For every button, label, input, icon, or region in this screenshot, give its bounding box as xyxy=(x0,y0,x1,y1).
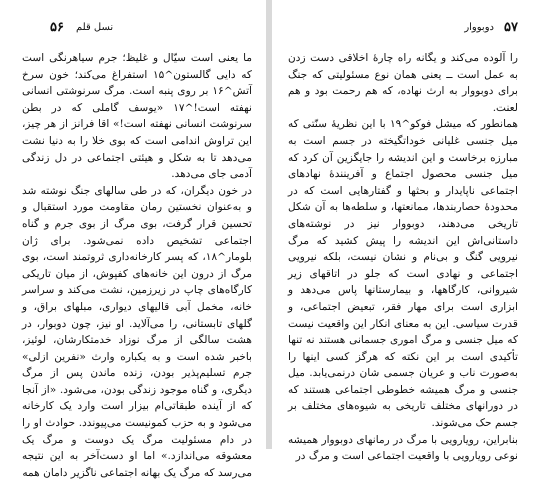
paragraph: همانطور که میشل فوکو^۱۹ با این نظریهٔ سنّتی که میل جنسی غلیانی خوداتگیخته در جسم است به مبارزه برخاست و این اندیشه را جایگزین آن کرد که میل جنسی محصول اجتماع و آفرینندهٔ نهادهای اجتماعی ناپایدار و بحثها و گفتارهایی است که در محدودهٔ حصاربندها، ممانعتها، و سلطه‌ها به آن شکل تاریخی می‌دهند، دوبووار نیز در نوشته‌های داستانی‌اش این اندیشه را پیش کشید که مرگ نیرویی گنگ و بی‌نام و نشان نیست، بلکه نیرویی اجتماعی و نهادی است که جلو در اتاقهای زیر شیروانی، کارگاهها، و بیمارستانها پاس می‌دهد و ابزاری است برای مهار فقر، تبعیض اجتماعی، و قدرت سیاسی. این به معنای انکار این واقعیت نیست که میل جنسی و مرگ اموری جسمانی هستند نه تنها تأکیدی است بر این نکته که هرگز کسی اینها را به‌صورت ناب و عریان جسمی شان درنمی‌یابد. میل جنسی و مرگ همیشه خطوطی اجتماعی هستند که در دورانهای مختلف تاریخی به شیوه‌های مختلف بر جسم حک می‌شوند. xyxy=(288,118,519,430)
page-number: ۵۶ xyxy=(50,20,64,35)
running-title: نسل قلم xyxy=(76,22,114,33)
paragraph: در خون دیگران، که در طی سالهای جنگ نوشته شد و به‌عنوان نخستین رمان مقاومت مورد استقبال و تحسین قرار گرفت، بوی مرگ از بوی جرم و گناه اجتماعی تشخیص داده نمی‌شود. برای ژان بلومار^۱۸، که پسر کارخانه‌داری ثروتمند است، بوی مرگ از درون این خانه‌های کفپوش، از میان تاریکی کارگاه‌های چاپ در زیرزمین، نشت می‌کند و سراسر خانه، مخمل آبی قالیهای دیواری، مبلهای براق، و گلهای تابستانی، را می‌آلاید. او نیز، چون دوبوار، در هشت سالگی از مرگ نوزاد خدمتکارشان، لوئیز، باخبر شده است و به یکباره وارث «نفرین ازلی» جرم تسلیم‌پذیر بودن، زنده ماندن پس از مرگ دیگری، و گناه موجود زندگی بودن، می‌شود. «از آنجا که از آینده طبقاتی‌ام بیزار است وارد یک کارخانه می‌شود و به حزب کمونیست می‌پیوندد. حوادث او را در دام مسئولیت مرگ یک دوست و مرگ یک معشوقه می‌اندازد.» اما او دست‌آخر به این نتیجه می‌رسد که مرگ یک بهانه اجتماعی ناگزیر دامان همه xyxy=(22,184,252,479)
running-header xyxy=(288,20,518,44)
running-header xyxy=(22,20,252,44)
paragraph: ما یعنی است سیّال و غلیظ؛ جرم سیاهرنگی است که دایی گالستون^۱۵ استفراغ می‌کند؛ خون سرخ آتش^۱۶ بر روی پنبه است. مرگ سرنوشتی انسانی نهفته است!^۱۷ «یوسف گاملی که در بطن سرنوشت انسانی نهفته است!» اقا فرانز از هر چیز، این تراوش اندامی است که بوی خلا را به دنیا نشت می‌دهد تا به شکل و هیئتی اجتماعی در دل زندگی آدمی جای می‌دهد. xyxy=(22,52,252,181)
page-number: ۵۷ xyxy=(504,20,518,35)
paragraph: را آلوده می‌کند و یگانه راه چارهٔ اخلاقی دست زدن به عمل است ــ یعنی همان نوع مسئولیتی که جنگ برای دوبووار به ارث نهاده، که هم رحمت بود و هم لعنت. xyxy=(288,52,518,114)
paragraph: بنابراین، رویارویی با مرگ در رمانهای دوبووار همیشه نوعی رویارویی با واقعیت اجتماعی است و مرگ در xyxy=(288,433,518,463)
running-title: دوبووار xyxy=(464,22,494,33)
right-page xyxy=(272,0,538,463)
body-text xyxy=(22,50,252,481)
left-page xyxy=(0,0,266,479)
body-text xyxy=(288,50,518,465)
